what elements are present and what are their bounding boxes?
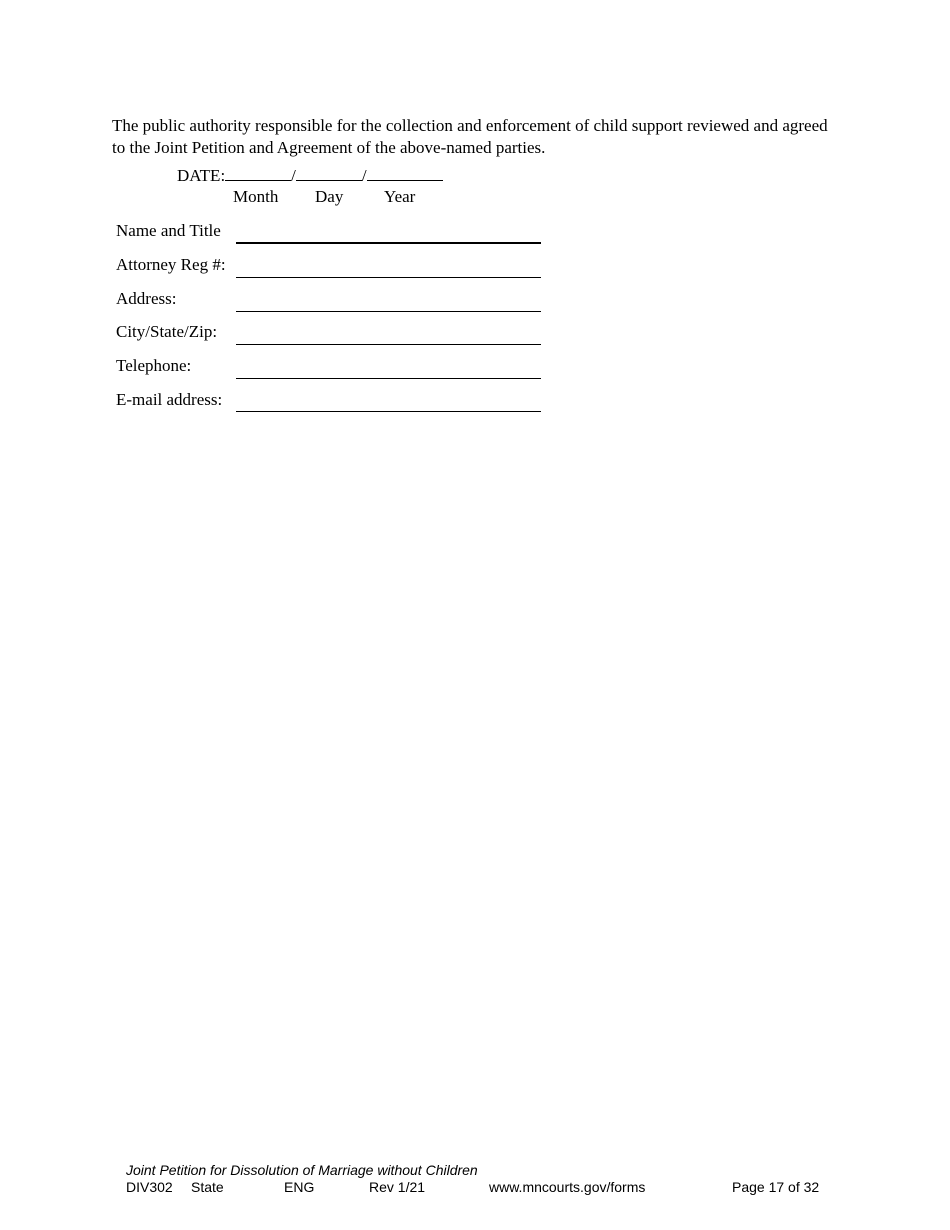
footer-page-number: Page 17 of 32 [732, 1179, 820, 1195]
name-title-line[interactable] [236, 242, 541, 244]
day-input-line[interactable] [296, 163, 362, 181]
day-label: Day [315, 187, 344, 206]
month-input-line[interactable] [225, 163, 291, 181]
attorney-reg-line[interactable] [236, 277, 541, 278]
date-separator: / [361, 166, 367, 185]
month-label: Month [233, 187, 279, 206]
footer-jurisdiction: State [191, 1179, 224, 1195]
address-line[interactable] [236, 311, 541, 312]
footer-form-code: DIV302 [126, 1179, 173, 1195]
attorney-reg-label: Attorney Reg #: [116, 255, 226, 274]
footer-info-row [126, 1179, 826, 1196]
telephone-line[interactable] [236, 378, 541, 379]
telephone-label: Telephone: [116, 356, 192, 375]
authority-statement: The public authority responsible for the collection and enforcement of child support reviewed and agreed to the Joint Petition and Agreement of the above-named parties. [112, 116, 828, 157]
footer-language: ENG [284, 1179, 315, 1195]
date-separator: / [291, 166, 296, 185]
year-label: Year [384, 187, 416, 206]
city-state-zip-line[interactable] [236, 344, 541, 345]
name-title-label: Name and Title [116, 221, 221, 240]
date-label: DATE: [177, 166, 226, 185]
year-input-line[interactable] [367, 163, 443, 181]
footer-form-title: Joint Petition for Dissolution of Marriage without Children [126, 1162, 478, 1178]
email-line[interactable] [236, 411, 541, 412]
email-label: E-mail address: [116, 390, 223, 409]
city-state-zip-label: City/State/Zip: [116, 322, 218, 341]
footer-revision: Rev 1/21 [369, 1179, 426, 1195]
address-label: Address: [116, 289, 177, 308]
footer-website: www.mncourts.gov/forms [489, 1179, 646, 1195]
date-row [177, 163, 443, 187]
